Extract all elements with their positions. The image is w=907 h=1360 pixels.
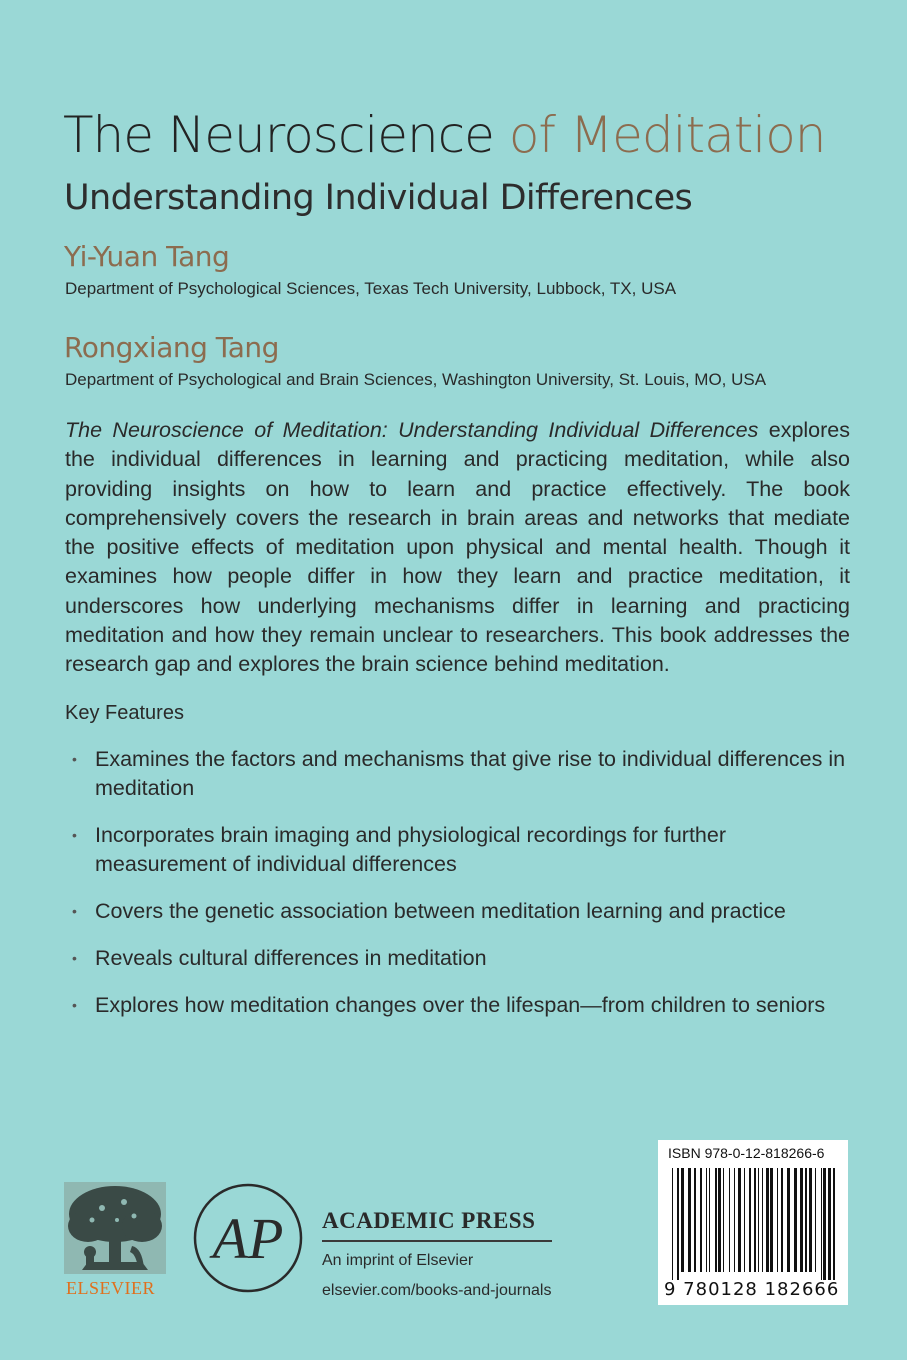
ap-monogram-text: AP	[212, 1206, 284, 1271]
feature-text: Reveals cultural differences in meditation	[95, 946, 487, 970]
barcode-bar	[734, 1168, 735, 1272]
feature-text: Examines the factors and mechanisms that give rise to individual differences in meditation	[95, 747, 846, 800]
key-features-heading: Key Features	[65, 702, 184, 724]
barcode-bar	[718, 1168, 721, 1272]
feature-item	[70, 897, 850, 926]
barcode-bar	[800, 1168, 803, 1272]
bullet-icon: •	[72, 827, 77, 843]
feature-item	[70, 944, 850, 973]
bullet-icon: •	[72, 950, 77, 966]
barcode-bar	[694, 1168, 696, 1272]
barcode-bar	[706, 1168, 707, 1272]
barcode-bar	[723, 1168, 724, 1272]
title-accent: of Meditation	[508, 106, 826, 164]
key-features-list	[70, 745, 850, 1038]
barcode-bar	[715, 1168, 717, 1272]
publisher-imprint: An imprint of Elsevier	[322, 1252, 474, 1269]
barcode-bar	[766, 1168, 769, 1272]
barcode	[672, 1168, 837, 1280]
feature-text: Incorporates brain imaging and physiological recordings for further measurement of individual differences	[95, 823, 727, 876]
barcode-bar	[758, 1168, 759, 1272]
bullet-icon: •	[72, 751, 77, 767]
book-description	[65, 416, 850, 680]
barcode-bar	[677, 1168, 679, 1280]
barcode-digits: 9 780128 182666	[664, 1279, 840, 1300]
barcode-bar	[762, 1168, 763, 1272]
barcode-bar	[749, 1168, 751, 1272]
author-2-affiliation: Department of Psychological and Brain Sciences, Washington University, St. Louis, MO, USA	[65, 370, 767, 389]
barcode-bar	[787, 1168, 790, 1272]
barcode-bar	[809, 1168, 812, 1272]
barcode-bar	[700, 1168, 702, 1272]
barcode-bar	[805, 1168, 807, 1272]
feature-text: Covers the genetic association between meditation learning and practice	[95, 899, 786, 923]
author-1-name: Yi-Yuan Tang	[64, 240, 230, 273]
barcode-bar	[672, 1168, 673, 1280]
book-title	[63, 106, 825, 164]
feature-item	[70, 821, 850, 879]
publisher-name: ACADEMIC PRESS	[322, 1208, 536, 1233]
barcode-bar	[729, 1168, 730, 1272]
academic-press-monogram	[192, 1182, 304, 1294]
barcode-bar	[738, 1168, 741, 1272]
feature-text: Explores how meditation changes over the lifespan—from children to seniors	[95, 993, 826, 1017]
isbn-barcode-box	[658, 1140, 848, 1305]
barcode-bar	[688, 1168, 691, 1272]
barcode-bar	[709, 1168, 710, 1272]
barcode-bar	[681, 1168, 684, 1272]
bullet-icon: •	[72, 903, 77, 919]
feature-item	[70, 991, 850, 1020]
barcode-bar	[823, 1168, 826, 1280]
bullet-icon: •	[72, 997, 77, 1013]
barcode-bar	[833, 1168, 835, 1280]
barcode-bar	[781, 1168, 783, 1272]
author-2-name: Rongxiang Tang	[64, 331, 279, 364]
elsevier-wordmark: ELSEVIER	[66, 1278, 155, 1298]
barcode-bar	[815, 1168, 816, 1272]
title-main: The Neuroscience	[63, 106, 494, 164]
description-title: The Neuroscience of Meditation: Understanding Individual Differences	[65, 418, 759, 442]
publisher-url: elsevier.com/books-and-journals	[322, 1282, 552, 1299]
barcode-bar	[821, 1168, 822, 1280]
barcode-bar	[770, 1168, 773, 1272]
feature-item	[70, 745, 850, 803]
barcode-bar	[744, 1168, 745, 1272]
publisher-divider	[322, 1240, 552, 1242]
barcode-bar	[777, 1168, 778, 1272]
barcode-bar	[794, 1168, 797, 1272]
description-body: explores the individual differences in learning and practicing meditation, while also providing insights on how to learn and practice effectively. The book comprehensively covers the research in brain areas and networks that mediate the positive effects of meditation upon physical and mental health. Though it examines how people differ in how they learn and practice meditation, it underscores how underlying mechanisms differ in learning and practicing meditation and how they remain unclear to researchers. This book addresses the research gap and explores the brain science behind meditation.	[65, 418, 850, 677]
book-subtitle: Understanding Individual Differences	[64, 178, 693, 218]
barcode-bar	[828, 1168, 831, 1280]
barcode-bar	[754, 1168, 756, 1272]
author-1-affiliation: Department of Psychological Sciences, Texas Tech University, Lubbock, TX, USA	[65, 279, 677, 298]
isbn-label: ISBN 978-0-12-818266-6	[668, 1145, 825, 1161]
